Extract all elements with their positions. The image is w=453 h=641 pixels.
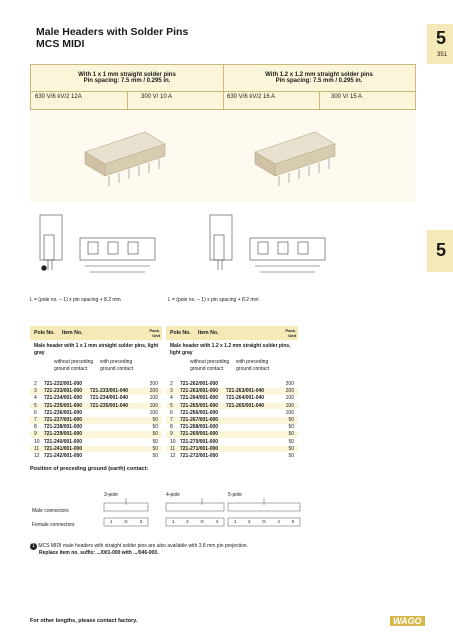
right-item-cell: 721-267/001-000 — [180, 417, 219, 423]
left-pack-cell: 50 — [152, 453, 158, 459]
right-pole-cell: 12 — [170, 453, 176, 459]
right-item-cell: 721-269/001-000 — [180, 431, 219, 438]
pins-5-pole — [228, 519, 300, 524]
rating-divider-left — [127, 91, 128, 109]
pin-label: 4 — [277, 519, 280, 524]
technical-drawings — [30, 200, 416, 295]
table-row — [166, 417, 298, 424]
table-row — [166, 381, 298, 388]
right-item-cell: 721-268/001-000 — [180, 424, 219, 431]
page-title — [36, 26, 188, 50]
left-pole-cell: 6 — [34, 409, 37, 416]
wago-logo: WAGO — [390, 616, 425, 626]
left-item-cell: 721-238/001-000 — [44, 424, 83, 431]
left-pole-cell: 10 — [34, 438, 40, 445]
left-pack-cell: 50 — [152, 438, 158, 445]
right-pack-cell: 50 — [288, 424, 294, 431]
table-header-right — [166, 326, 298, 340]
pin-label: 2 — [186, 519, 189, 524]
pos-row-female: Female connectors — [32, 522, 75, 528]
pin-label: 1 — [233, 519, 237, 524]
right-sub-without: without preceding ground contact — [190, 359, 230, 372]
table-row — [30, 388, 162, 395]
right-pack-cell: 100 — [285, 395, 294, 402]
left-pack-cell: 50 — [152, 417, 158, 423]
right-item-cell: 721-263/001-000 — [180, 388, 219, 395]
left-item-cell: 721-234/001-000 — [44, 395, 83, 402]
right-pack-cell: 100 — [285, 402, 294, 409]
left-description: Male header with 1 x 1 mm straight solder pins, light gray — [34, 343, 159, 356]
table-row — [166, 403, 298, 410]
left-pack-cell: 100 — [149, 402, 158, 409]
left-pack-cell: 200 — [149, 388, 158, 395]
product-photos — [30, 110, 416, 202]
left-caption: L = (pole no. – 1) x pin spacing + 8.2 mm — [30, 297, 121, 303]
right-item-cell: 721-266/001-000 — [180, 409, 219, 416]
left-pole-cell: 4 — [34, 395, 37, 402]
pin-label: G — [124, 519, 128, 524]
left-item-cell: 721-237/001-000 — [44, 417, 83, 423]
right-pack-cell: 100 — [285, 409, 294, 416]
left-pack-cell: 50 — [152, 445, 158, 452]
table-row — [166, 431, 298, 438]
pin-label: G — [200, 519, 204, 524]
pin-label: 1 — [109, 519, 113, 524]
head-item-left: Item No. — [62, 330, 83, 336]
pin-label: 2 — [248, 519, 251, 524]
left-item-ground-cell: 721-235/001-040 — [90, 402, 129, 409]
left-pack-cell: 100 — [149, 409, 158, 416]
right-pack-cell: 200 — [285, 388, 294, 395]
right-item-ground-cell: 721-263/001-040 — [226, 388, 265, 395]
right-pole-cell: 7 — [170, 417, 173, 423]
left-item-cell: 721-241/001-000 — [44, 445, 83, 452]
right-pole-cell: 2 — [170, 381, 173, 387]
right-rating-iec: 630 V/6 kV/2 16 A — [227, 94, 276, 100]
right-description: Male header with 1.2 x 1.2 mm straight solder pins, light gray — [170, 343, 291, 356]
table-row — [166, 446, 298, 453]
left-spacing: Pin spacing: 7.5 mm / 0.295 in. — [83, 78, 171, 84]
table-row — [30, 417, 162, 424]
table-row — [30, 446, 162, 453]
right-item-ground-cell: 721-264/001-040 — [226, 395, 265, 402]
rating-divider-right — [319, 91, 320, 109]
chapter-number: 5 — [435, 28, 446, 48]
column-divider — [223, 65, 224, 109]
right-pack-cell: 50 — [288, 445, 294, 452]
table-row — [166, 410, 298, 417]
right-pole-cell: 4 — [170, 395, 173, 402]
right-rating-ul: 300 V/ 15 A — [331, 94, 363, 100]
left-rating-iec: 630 V/6 kV/2 12A — [35, 94, 82, 100]
pos-row-male: Male connectors — [32, 508, 69, 514]
left-item-cell: 721-235/001-000 — [44, 402, 83, 409]
left-item-cell: 721-236/001-000 — [44, 409, 83, 416]
pin-label: 5 — [291, 519, 295, 524]
column-left-title — [31, 65, 223, 92]
right-drawing — [210, 215, 325, 272]
pin-label: G — [262, 519, 266, 524]
table-row — [30, 424, 162, 431]
table-row — [166, 388, 298, 395]
right-header-image — [255, 132, 335, 186]
right-pack-cell: 200 — [285, 381, 294, 387]
left-sub-without: without preceding ground contact — [54, 359, 94, 372]
head-pole-right: Pole No. — [170, 330, 191, 336]
right-pole-cell: 10 — [170, 438, 176, 445]
head-pole-left: Pole No. — [34, 330, 55, 336]
left-drawing — [40, 215, 155, 272]
right-pole-cell: 3 — [170, 388, 173, 395]
table-row — [30, 410, 162, 417]
left-pole-cell: 9 — [34, 431, 37, 438]
right-pole-cell: 8 — [170, 424, 173, 431]
footer-note: For other lengths, please contact factory. — [30, 618, 138, 624]
table-row — [30, 395, 162, 402]
right-pack-cell: 50 — [288, 417, 294, 423]
left-item-cell: 721-242/001-000 — [44, 453, 83, 459]
table-row — [30, 381, 162, 388]
right-pole-cell: 11 — [170, 445, 176, 452]
table-row — [166, 439, 298, 446]
left-item-cell: 721-239/001-000 — [44, 431, 83, 438]
pin-label: 3 — [139, 519, 143, 524]
left-pole-cell: 7 — [34, 417, 37, 423]
right-spacing: Pin spacing: 7.5 mm / 0.295 in. — [275, 78, 363, 84]
product-photo-svg — [30, 110, 416, 202]
left-pole-cell: 11 — [34, 445, 40, 452]
footnote-line-2: Replace item no. suffix: .../001-000 with .../046-000. — [39, 550, 159, 556]
left-sub-with: with preceding ground contact — [100, 359, 134, 372]
left-item-cell: 721-232/001-000 — [44, 381, 83, 387]
right-pole-cell: 6 — [170, 409, 173, 416]
side-chapter-number: 5 — [435, 240, 446, 260]
spec-header-box — [30, 64, 416, 110]
pin-label: 4 — [215, 519, 219, 524]
right-item-cell: 721-262/001-000 — [180, 381, 219, 387]
right-item-cell: 721-265/001-000 — [180, 402, 219, 409]
right-item-ground-cell: 721-265/001-040 — [226, 402, 265, 409]
position-svg — [30, 478, 330, 536]
left-rating-ul: 300 V/ 10 A — [141, 94, 173, 100]
footnote-marker: 1 — [30, 543, 37, 550]
right-pole-cell: 5 — [170, 402, 173, 409]
drawing-svg — [30, 200, 416, 295]
left-item-cell: 721-233/001-000 — [44, 388, 83, 395]
pin-label: 1 — [171, 519, 175, 524]
left-pack-cell: 200 — [149, 381, 158, 387]
right-pack-cell: 50 — [288, 438, 294, 445]
table-row — [166, 395, 298, 402]
pos-col-3: 3-pole — [104, 492, 118, 498]
table-header-left — [30, 326, 162, 340]
table-row — [166, 453, 298, 460]
column-right-title — [223, 65, 415, 92]
left-pole-cell: 3 — [34, 388, 37, 395]
left-pack-cell: 50 — [152, 424, 158, 431]
left-item-cell: 721-240/001-000 — [44, 438, 83, 445]
position-title: Position of preceding ground (earth) contact: — [30, 466, 149, 472]
right-caption: L = (pole no. – 1) x pin spacing + 8.2 mm — [168, 297, 259, 303]
table-row — [30, 453, 162, 460]
head-item-right: Item No. — [198, 330, 219, 336]
left-pack-cell: 100 — [149, 395, 158, 402]
right-pack-cell: 50 — [288, 453, 294, 459]
right-pole-cell: 9 — [170, 431, 173, 438]
pos-col-5: 5-pole — [228, 492, 242, 498]
right-item-cell: 721-264/001-000 — [180, 395, 219, 402]
table-row — [166, 424, 298, 431]
left-pack-cell: 50 — [152, 431, 158, 438]
left-pole-cell: 5 — [34, 402, 37, 409]
table-row — [30, 403, 162, 410]
pins-4-pole — [166, 519, 224, 524]
footnote-line-1: MCS MIDI male headers with straight solder pins are also available with 3.8 mm pin projection. — [38, 543, 248, 549]
head-pack-left: Pack. Unit — [149, 328, 160, 338]
page-number: 351 — [436, 52, 447, 58]
pins-3-pole — [104, 519, 148, 524]
right-pack-cell: 50 — [288, 431, 294, 438]
right-sub-with: with preceding ground contact — [236, 359, 270, 372]
pos-col-4: 4-pole — [166, 492, 180, 498]
head-pack-right: Pack. Unit — [285, 328, 296, 338]
left-pole-cell: 8 — [34, 424, 37, 431]
title-line-2: MCS MIDI — [36, 38, 85, 50]
right-item-cell: 721-270/001-000 — [180, 438, 219, 445]
right-item-cell: 721-272/001-000 — [180, 453, 219, 459]
title-line-1: Male Headers with Solder Pins — [36, 26, 189, 38]
left-item-ground-cell: 721-233/001-040 — [90, 388, 129, 395]
footnote — [30, 543, 248, 557]
left-item-ground-cell: 721-234/001-040 — [90, 395, 129, 402]
table-row — [30, 439, 162, 446]
table-row — [30, 431, 162, 438]
right-title: With 1.2 x 1.2 mm straight solder pins — [265, 72, 373, 78]
right-item-cell: 721-271/001-000 — [180, 445, 219, 452]
position-diagram — [30, 478, 330, 536]
left-pole-cell: 12 — [34, 453, 40, 459]
left-header-image — [85, 132, 165, 186]
left-pole-cell: 2 — [34, 381, 37, 387]
left-title: With 1 x 1 mm straight solder pins — [78, 72, 176, 78]
